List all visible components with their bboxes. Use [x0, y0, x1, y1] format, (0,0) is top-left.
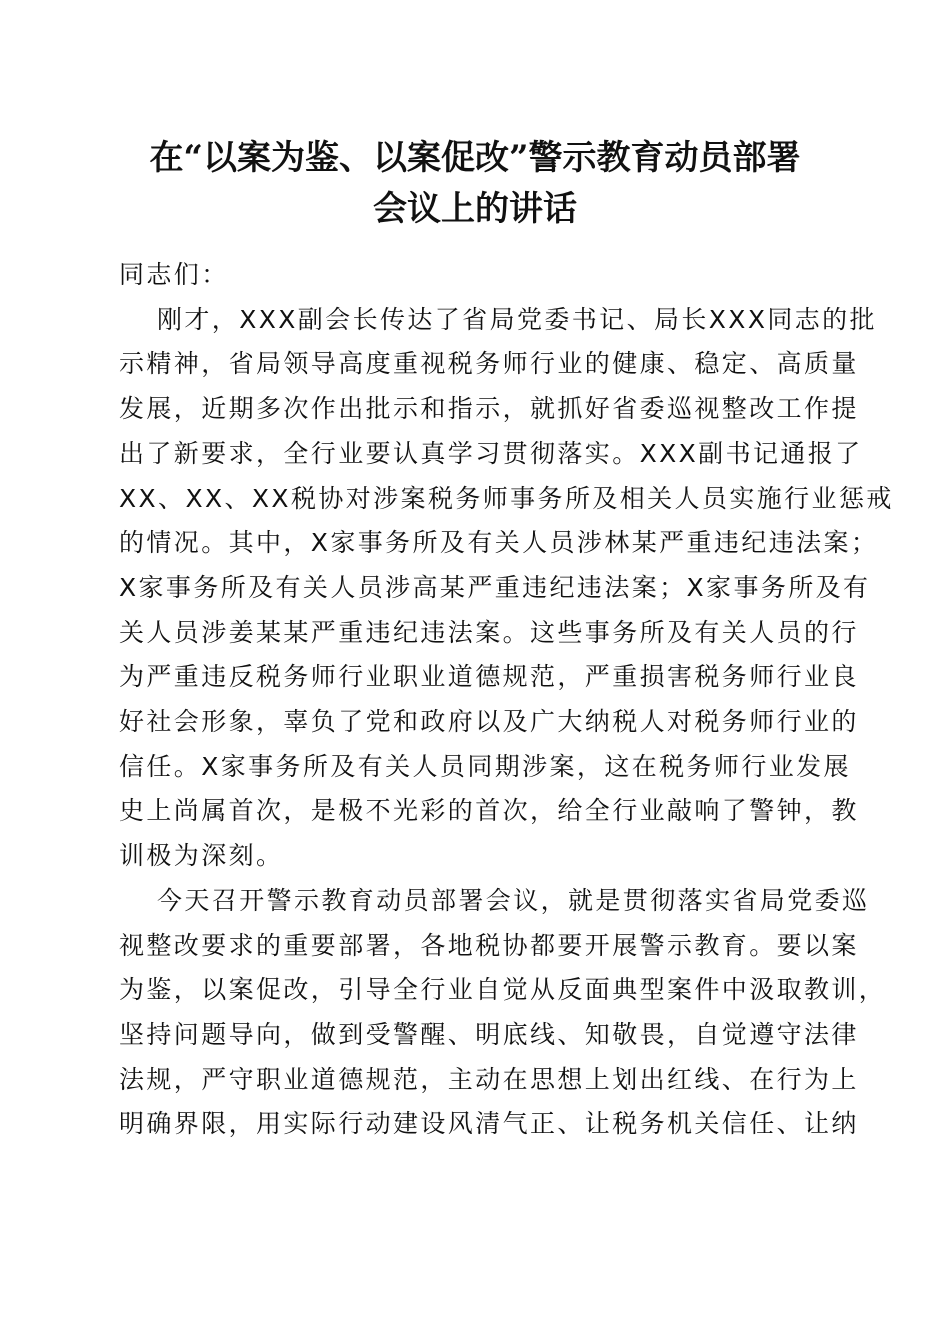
paragraph-2 [119, 879, 887, 1147]
text-line: 好社会形象，辜负了党和政府以及广大纳税人对税务师行业的 [119, 707, 859, 737]
title-line: 在“以案为鉴、以案促改”警示教育动员部署 [149, 138, 801, 178]
text-line: 明确界限，用实际行动建设风清气正、让税务机关信任、让纳 [119, 1109, 859, 1139]
text-line: 示精神，省局领导高度重视税务师行业的健康、稳定、高质量 [119, 349, 859, 379]
text-line: 视整改要求的重要部署，各地税协都要开展警示教育。要以案 [119, 930, 859, 960]
text-line: 今天召开警示教育动员部署会议，就是贯彻落实省局党委巡 [157, 885, 870, 915]
text-line: 发展，近期多次作出批示和指示，就抓好省委巡视整改工作提 [119, 394, 859, 424]
text-line: 史上尚属首次，是极不光彩的首次，给全行业敲响了警钟，教 [119, 796, 859, 826]
document-title [100, 133, 850, 235]
document-body [119, 253, 894, 1147]
text-line: 为鉴，以案促改，引导全行业自觉从反面典型案件中汲取教训， [119, 975, 887, 1005]
text-line: 出了新要求，全行业要认真学习贯彻落实。XXX副书记通报了 [119, 438, 863, 468]
text-line: 关人员涉姜某某严重违纪违法案。这些事务所及有关人员的行 [119, 617, 859, 647]
text-line: 为严重违反税务师行业职业道德规范，严重损害税务师行业良 [119, 662, 859, 692]
text-line: 刚才，XXX副会长传达了省局党委书记、局长XXX同志的批 [157, 304, 877, 334]
text-line: X家事务所及有关人员涉高某严重违纪违法案；X家事务所及有 [119, 572, 871, 602]
text-line: XX、XX、XX税协对涉案税务师事务所及相关人员实施行业惩戒 [119, 483, 894, 513]
paragraph-1 [119, 298, 894, 879]
text-line: 坚持问题导向，做到受警醒、明底线、知敬畏，自觉遵守法律 [119, 1019, 859, 1049]
title-line: 会议上的讲话 [373, 189, 577, 229]
text-line: 法规，严守职业道德规范，主动在思想上划出红线、在行为上 [119, 1064, 859, 1094]
text-line: 信任。X家事务所及有关人员同期涉案，这在税务师行业发展 [119, 751, 851, 781]
text-line: 的情况。其中，X家事务所及有关人员涉林某严重违纪违法案； [119, 528, 879, 558]
salutation: 同志们： [119, 260, 229, 289]
text-line: 训极为深刻。 [119, 841, 284, 871]
